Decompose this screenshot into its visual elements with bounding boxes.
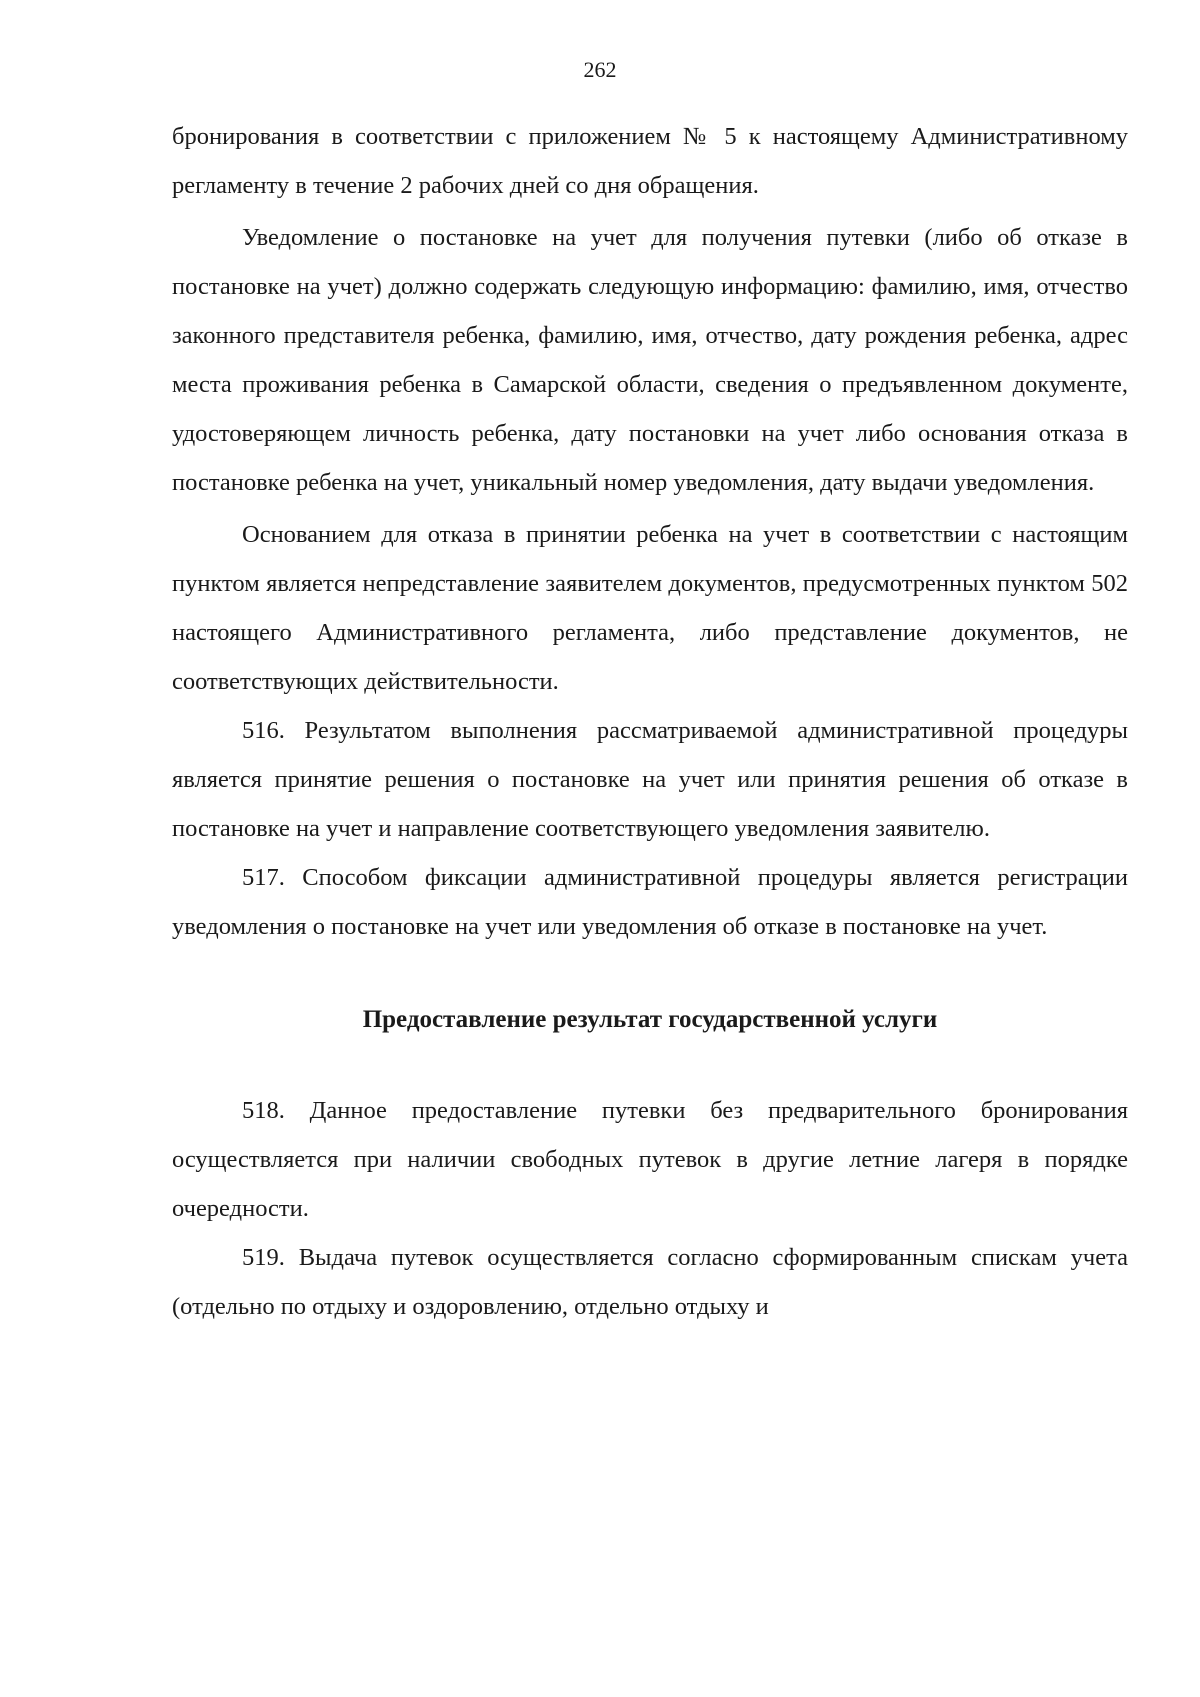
paragraph-notification-content: Уведомление о постановке на учет для получения путевки (либо об отказе в постановке на учет) должно содержать следующую информацию: фамилию, имя, отчество законного представителя ребенка, фамилию, имя, отчество, дату рождения ребенка, адрес места проживания ребенка в Самарской области, сведения о предъявленном документе, удостоверяющем личность ребенка, дату постановки на учет либо основания отказа в постановке ребенка на учет, уникальный номер уведомления, дату выдачи уведомления.	[172, 224, 1128, 496]
paragraph-517: 517. Способом фиксации административной процедуры является регистрации уведомления о постановке на учет или уведомления об отказе в постановке на учет.	[172, 864, 1128, 940]
paragraph-516: 516. Результатом выполнения рассматриваемой административной процедуры является принятие решения о постановке на учет или принятия решения об отказе в постановке на учет и направление соответствующего уведомления заявителю.	[172, 717, 1128, 842]
page-number: 262	[583, 57, 617, 82]
paragraph-continuation: бронирования в соответствии с приложением № 5 к настоящему Административному регламенту в течение 2 рабочих дней со дня обращения.	[172, 123, 1128, 199]
paragraph-refusal-grounds: Основанием для отказа в принятии ребенка на учет в соответствии с настоящим пунктом является непредставление заявителем документов, предусмотренных пунктом 502 настоящего Административного регламента, либо представление документов, не соответствующих действительности.	[172, 521, 1128, 695]
paragraph-519: 519. Выдача путевок осуществляется согласно сформированным спискам учета (отдельно по отдыху и оздоровлению, отдельно отдыху и	[172, 1244, 1128, 1320]
paragraph-518: 518. Данное предоставление путевки без предварительного бронирования осуществляется при наличии свободных путевок в другие летние лагеря в порядке очередности.	[172, 1097, 1128, 1222]
document-body	[172, 112, 1128, 1331]
section-heading: Предоставление результат государственной услуги	[362, 1006, 938, 1033]
